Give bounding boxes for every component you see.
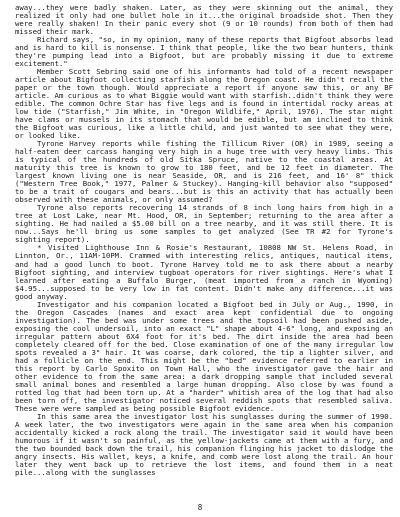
paragraph: Investigator and his companion located a Bigfoot bed in July or Aug., 1990, in the Oregon Cascades (names and exact area kept confidential due to ongoing investigation). The bed was under some trees and the topsoil had been pushed aside, exposing the cool undersoil, into an exact "L" shape about 4-6" long, and exposing an irregular pattern about 6X4 foot for it's bed. The dirt inside the area had been completely cleared off for the bed. Close examination of one of the many irregular low spots revealed a 3" hair. It was coarse, dark colored, the tip a lighter silver, and had a follicle on the end. This might be the "bed" evidence referred to earlier in this report by Carlo Spoxito on Town Hall, who the investigator gave the hair and other evidence to from the same area: a dark dropping sample that included several small animal bones and resembled a large human dropping. Also close by was found a rotted log that had been torn up. At a "harder" whitish area of the log that had also been torn off, the investigator noticed several reddish spots that resembled saliva. These were were sampled as being possible Bigfoot evidence. <box>15 299 393 413</box>
paragraph: Tyrone also reports recovering 14 strands of 8 inch long hairs from high in a tree at Lost Lake, near Mt. Hood, OR, in September; returning to the area after a sighting. He had nailed a $5.00 bill on a tree nearby, and it was still there. It is now...Says he'll bring us some samples to get analyzed (See TR #2 for Tyrone's sighting report). <box>15 203 393 245</box>
body-text <box>15 4 393 477</box>
paragraph: * Visited Lighthouse Inn & Rosie's Restaurant, 10808 NW St. Helens Road, in Linnton, Or., 11AM-10PM. Crammed with interesting relics, antiques, nautical items, and had a good lunch to boot. Tyrone Harvey told me to ask there about a nearby Bigfoot sighting, and interview tugboat operators for river sightings. Here's what I learned after eating a Buffalo Burger, (meat imported from a ranch in Wyoming) $4.95...supposed to be very low in fat content. Didn't make any difference...it was good anyway. <box>15 243 393 301</box>
paragraph: Richard says, "so, in my opinion, many of these reports that Bigfoot absorbs lead and is hard to kill is nonsense. I think that people, like the two bear hunters, think they're pumping lead into a Bigfoot, but are probably missing it due to extreme excitement." <box>15 35 393 69</box>
paragraph: Tyrone Harvey reports while fishing the Tillicum River (OR) in 1989, seeing a half-eaten deer carcass hanging very high in a huge tree with very heavy limbs. This is typical of the hundreds of old Sitka Spruce, native to the coastal areas. At maturity this tree is known to grow to 180 feet, and be 12 feet in diameter. The largest known living one is near Seaside, OR, and is 216 feet, and 16' 8" thick ("Western Tree Book," 1977, Palmer & Stuckey). Hanging-kill behavior also "supposed" to be a trait of cougars and bears...but is this an activity that has actually been observed with these animals, or only assumed? <box>15 139 393 205</box>
paragraph: away...they were badly shaken. Later, as they were skinning out the animal, they realized it only had one bullet hole in it...the original broadside shot. Then they were really shaken! In their panic every shot (9 or 10 rounds) from both of them had missed their mark. <box>15 3 393 37</box>
page-number: 8 <box>197 503 203 512</box>
paragraph: Member Scott Sebring said one of his informants had told of a recent newspaper article about Bigfoot collecting starfish along the Oregon coast. He didn't recall the paper or the town though. Would appreciate a report if anyone saw this, or any BF article. Am curious as to what Biggie would want with starfish..didn't think they were edible. The common Ochre Star has five legs and is found in intertidal rocky areas at low tide ("Starfish," Jim White, in "Oregon Wildlife," April, 1976). The star might have clams or mussels in its stomach that would be edible, but am inclined to think the Bigfoot was curious, like a little child, and just wanted to see what they were, or looked like. <box>15 67 393 141</box>
paragraph: In this same area the investigator lost his sunglasses during the summer of 1990. A week later, the two investigators were again in the same area when his companion accidentally kicked a rock along the trail. The investigator said it would have been humorous if it wasn't so painful, as the yellow-jackets came at them with a fury, and the two bounded back down the trail, his companion flinging his jacket to dislodge the angry insects. His wallet, keys, a knife, and comb were lost along the trail. An hour later they went back up to retrieve the lost items, and found them in a neat pile...along with the sunglasses <box>15 411 393 477</box>
